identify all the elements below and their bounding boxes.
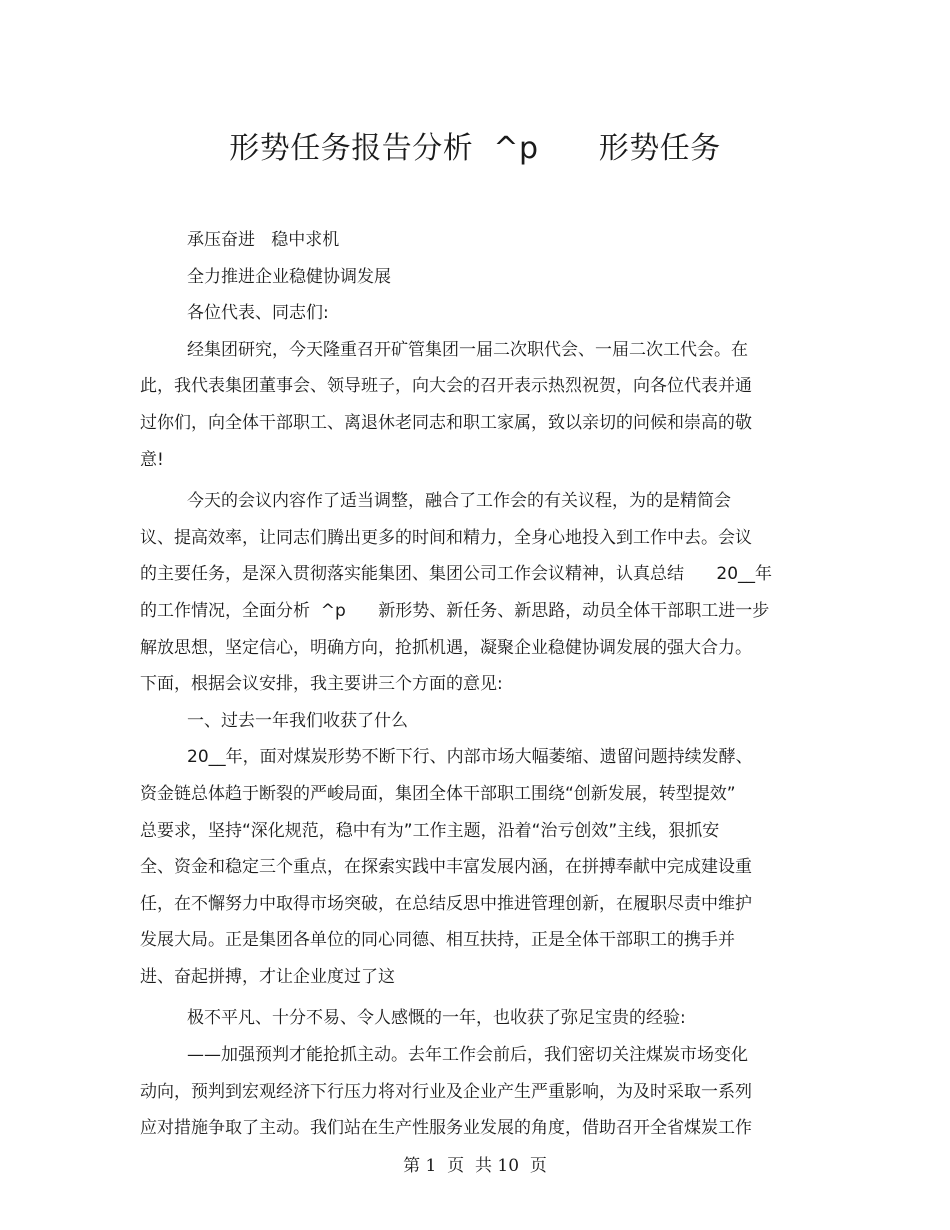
text-line: ——加强预判才能抢抓主动。去年工作会前后，我们密切关注煤炭市场变化 (187, 1045, 748, 1066)
text-line: 解放思想，坚定信心，明确方向，抢抓机遇，凝聚企业稳健协调发展的强大合力。 (140, 637, 752, 658)
text-line: 下面，根据会议安排，我主要讲三个方面的意见: (140, 674, 503, 695)
text-line: 任，在不懈努力中取得市场突破，在总结反思中推进管理创新，在履职尽责中维护 (140, 893, 752, 914)
text-line: 资金链总体趋于断裂的严峻局面，集团全体干部职工围绕“创新发展，转型提效” (140, 783, 736, 804)
text-line: 议、提高效率，让同志们腾出更多的时间和精力，全身心地投入到工作中去。会议 (140, 527, 752, 548)
text-line: 20__年，面对煤炭形势不断下行、内部市场大幅萎缩、遗留问题持续发酵、 (187, 747, 753, 768)
text-line: 应对措施争取了主动。我们站在生产性服务业发展的角度，借助召开全省煤炭工作 (140, 1118, 752, 1139)
document-body (140, 222, 805, 1147)
document-title: 形势任务报告分析 ^p 形势任务 (229, 131, 721, 166)
text-line: 总要求，坚持“深化规范，稳中有为”工作主题，沿着“治亏创效”主线，狠抓安 (140, 820, 720, 841)
text-line: 的主要任务，是深入贯彻落实能集团、集团公司工作会议精神，认真总结 20__年 (140, 564, 773, 585)
text-line: 全力推进企业稳健协调发展 (187, 266, 391, 287)
text-line: 过你们，向全体干部职工、离退休老同志和职工家属，致以亲切的问候和崇高的敬 (140, 412, 752, 433)
text-line: 各位代表、同志们: (187, 303, 329, 324)
text-line: 动向，预判到宏观经济下行压力将对行业及企业产生严重影响，为及时采取一系列 (140, 1081, 752, 1102)
page-footer: 第 1 页 共 10 页 (403, 1156, 547, 1176)
text-line: 极不平凡、十分不易、令人感慨的一年，也收获了弥足宝贵的经验: (187, 1008, 686, 1029)
text-line: 意! (140, 449, 164, 470)
text-line: 的工作情况，全面分析 ^p 新形势、新任务、新思路，动员全体干部职工进一步 (140, 600, 770, 621)
text-line: 全、资金和稳定三个重点，在探索实践中丰富发展内涵，在拼搏奉献中完成建设重 (140, 857, 752, 878)
text-line: 承压奋进 稳中求机 (187, 230, 340, 250)
text-line: 一、过去一年我们收获了什么 (187, 710, 408, 731)
text-line: 发展大局。正是集团各单位的同心同德、相互扶持，正是全体干部职工的携手并 (140, 930, 735, 951)
text-line: 此，我代表集团董事会、领导班子，向大会的召开表示热烈祝贺，向各位代表并通 (140, 376, 752, 397)
text-line: 进、奋起拼搏，才让企业度过了这 (140, 966, 395, 987)
text-line: 经集团研究，今天隆重召开矿管集团一届二次职代会、一届二次工代会。在 (187, 339, 748, 360)
text-line: 今天的会议内容作了适当调整，融合了工作会的有关议程，为的是精简会 (187, 491, 731, 512)
